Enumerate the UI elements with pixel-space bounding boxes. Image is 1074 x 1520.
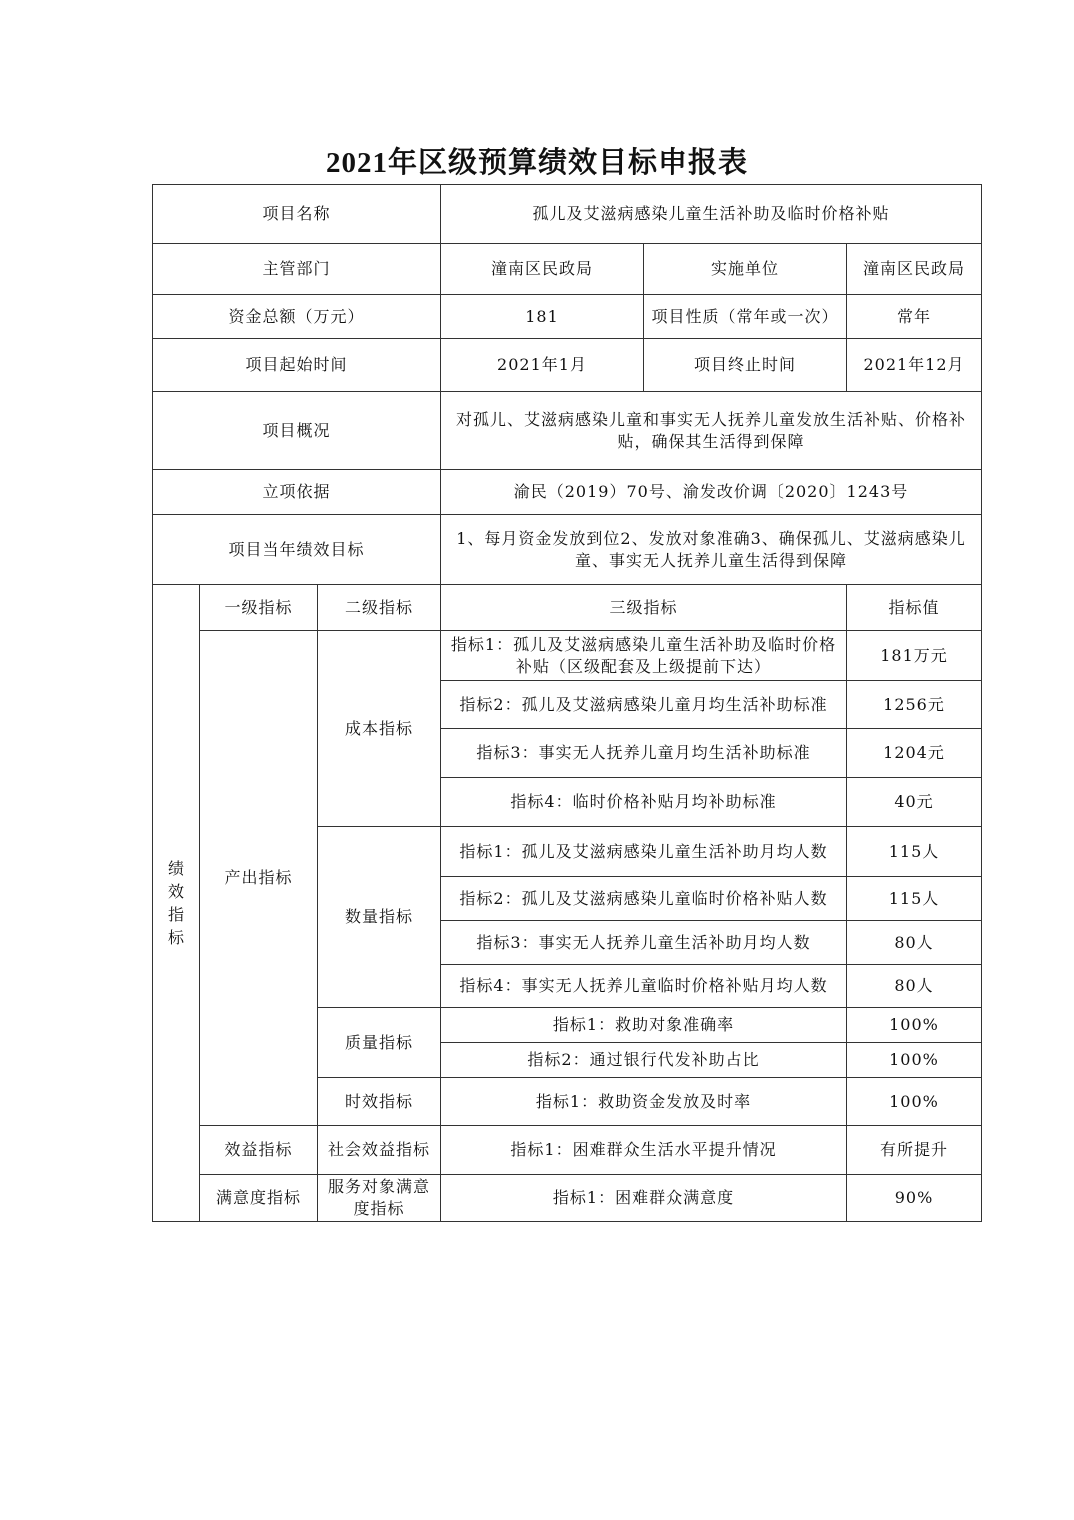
dept-value: 潼南区民政局	[441, 244, 644, 295]
indicator-text: 指标2：通过银行代发补助占比	[441, 1043, 847, 1078]
header-level2: 二级指标	[318, 585, 441, 631]
indicator-text: 指标4：事实无人抚养儿童临时价格补贴月均人数	[441, 965, 847, 1008]
indicator-text: 指标1：孤儿及艾滋病感染儿童生活补助及临时价格补贴（区级配套及上级提前下达）	[441, 631, 847, 681]
indicator-value: 有所提升	[847, 1126, 982, 1175]
start-label: 项目起始时间	[153, 339, 441, 392]
indicator-value: 1256元	[847, 681, 982, 729]
budget-table	[152, 184, 982, 1222]
row-project-name	[153, 185, 982, 244]
indicator-text: 指标1：救助对象准确率	[441, 1008, 847, 1043]
indicator-row	[153, 1126, 982, 1175]
indicator-value: 1204元	[847, 729, 982, 778]
fund-label: 资金总额（万元）	[153, 295, 441, 339]
header-value: 指标值	[847, 585, 982, 631]
indicator-value: 100%	[847, 1008, 982, 1043]
overview-value: 对孤儿、艾滋病感染儿童和事实无人抚养儿童发放生活补贴、价格补贴，确保其生活得到保障	[441, 392, 982, 470]
indicator-text: 指标1：孤儿及艾滋病感染儿童生活补助月均人数	[441, 827, 847, 877]
nature-label: 项目性质（常年或一次）	[644, 295, 847, 339]
service-label: 服务对象满意度指标	[318, 1175, 441, 1222]
fund-value: 181	[441, 295, 644, 339]
header-level1: 一级指标	[200, 585, 318, 631]
row-overview	[153, 392, 982, 470]
perf-header-row	[153, 585, 982, 631]
social-label: 社会效益指标	[318, 1126, 441, 1175]
time-label: 时效指标	[318, 1078, 441, 1126]
basis-value: 渝民（2019）70号、渝发改价调〔2020〕1243号	[441, 470, 982, 515]
indicator-value: 100%	[847, 1043, 982, 1078]
indicator-text: 指标1：困难群众生活水平提升情况	[441, 1126, 847, 1175]
indicator-row	[153, 631, 982, 681]
indicator-value: 40元	[847, 778, 982, 827]
satisfaction-label: 满意度指标	[200, 1175, 318, 1222]
row-dates	[153, 339, 982, 392]
row-department	[153, 244, 982, 295]
project-name-label: 项目名称	[153, 185, 441, 244]
cost-label: 成本指标	[318, 631, 441, 827]
goal-value: 1、每月资金发放到位2、发放对象准确3、确保孤儿、艾滋病感染儿童、事实无人抚养儿童生活得到保障	[441, 515, 982, 585]
indicator-text: 指标3：事实无人抚养儿童生活补助月均人数	[441, 921, 847, 965]
indicator-text: 指标3：事实无人抚养儿童月均生活补助标准	[441, 729, 847, 778]
quantity-label: 数量指标	[318, 827, 441, 1008]
page-title: 2021年区级预算绩效目标申报表	[325, 147, 748, 179]
indicator-value: 181万元	[847, 631, 982, 681]
indicator-text: 指标1：困难群众满意度	[441, 1175, 847, 1222]
overview-label: 项目概况	[153, 392, 441, 470]
basis-label: 立项依据	[153, 470, 441, 515]
indicator-value: 90%	[847, 1175, 982, 1222]
row-basis	[153, 470, 982, 515]
indicator-text: 指标2：孤儿及艾滋病感染儿童月均生活补助标准	[441, 681, 847, 729]
benefit-label: 效益指标	[200, 1126, 318, 1175]
goal-label: 项目当年绩效目标	[153, 515, 441, 585]
indicator-value: 100%	[847, 1078, 982, 1126]
row-goal	[153, 515, 982, 585]
dept-label: 主管部门	[153, 244, 441, 295]
output-label: 产出指标	[200, 631, 318, 1126]
impl-value: 潼南区民政局	[847, 244, 982, 295]
start-value: 2021年1月	[441, 339, 644, 392]
row-fund	[153, 295, 982, 339]
impl-label: 实施单位	[644, 244, 847, 295]
end-label: 项目终止时间	[644, 339, 847, 392]
header-level3: 三级指标	[441, 585, 847, 631]
quality-label: 质量指标	[318, 1008, 441, 1078]
indicator-text: 指标4：临时价格补贴月均补助标准	[441, 778, 847, 827]
indicator-value: 115人	[847, 827, 982, 877]
indicator-value: 80人	[847, 921, 982, 965]
nature-value: 常年	[847, 295, 982, 339]
indicator-value: 115人	[847, 877, 982, 921]
indicator-text: 指标2：孤儿及艾滋病感染儿童临时价格补贴人数	[441, 877, 847, 921]
project-name-value: 孤儿及艾滋病感染儿童生活补助及临时价格补贴	[441, 185, 982, 244]
end-value: 2021年12月	[847, 339, 982, 392]
indicator-text: 指标1：救助资金发放及时率	[441, 1078, 847, 1126]
indicator-row	[153, 1175, 982, 1222]
perf-section-label: 绩效指标	[153, 585, 200, 1222]
indicator-value: 80人	[847, 965, 982, 1008]
